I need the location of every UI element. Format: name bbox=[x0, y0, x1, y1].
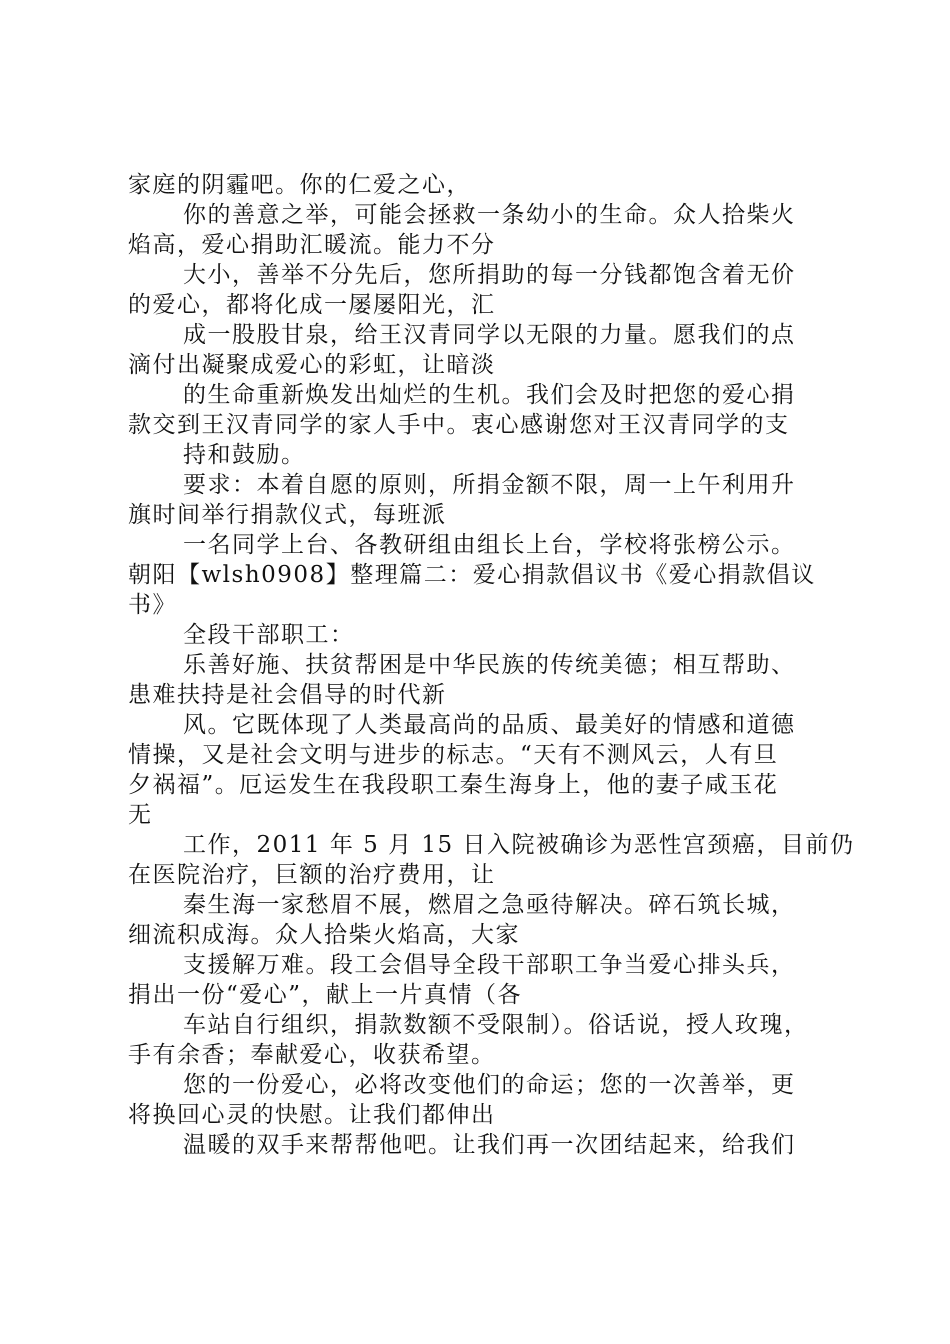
text-line: 款交到王汉青同学的家人手中。衷心感谢您对王汉青同学的支 bbox=[128, 412, 790, 438]
text-line: 家庭的阴霾吧。你的仁爱之心， bbox=[128, 172, 471, 198]
text-line: 朝阳【wlsh0908】整理篇二：爱心捐款倡议书《爱心捐款倡议 bbox=[128, 562, 816, 588]
text-line: 要求：本着自愿的原则，所捐金额不限，周一上午利用升 bbox=[183, 472, 796, 498]
text-line: 成一股股甘泉，给王汉青同学以无限的力量。愿我们的点 bbox=[183, 322, 796, 348]
text-line: 焰高，爱心捐助汇暖流。能力不分 bbox=[128, 232, 496, 258]
text-line: 情操，又是社会文明与进步的标志。“天有不测风云，人有旦 bbox=[128, 742, 779, 768]
text-line: 您的一份爱心，必将改变他们的命运；您的一次善举，更 bbox=[183, 1072, 796, 1098]
text-line: 患难扶持是社会倡导的时代新 bbox=[128, 682, 447, 708]
text-line: 在医院治疗，巨额的治疗费用，让 bbox=[128, 862, 496, 888]
text-line: 大小，善举不分先后，您所捐助的每一分钱都饱含着无价 bbox=[183, 262, 796, 288]
text-line: 乐善好施、扶贫帮困是中华民族的传统美德；相互帮助、 bbox=[183, 652, 796, 678]
text-line: 一名同学上台、各教研组由组长上台，学校将张榜公示。 bbox=[183, 532, 796, 558]
text-line: 你的善意之举，可能会拯救一条幼小的生命。众人拾柴火 bbox=[183, 202, 796, 228]
text-line: 手有余香；奉献爱心，收获希望。 bbox=[128, 1042, 496, 1068]
text-line: 捐出一份“爱心”，献上一片真情（各 bbox=[128, 982, 523, 1008]
text-line: 风。它既体现了人类最高尚的品质、最美好的情感和道德 bbox=[183, 712, 796, 738]
text-line: 持和鼓励。 bbox=[183, 442, 306, 468]
text-line: 温暖的双手来帮帮他吧。让我们再一次团结起来，给我们 bbox=[183, 1132, 796, 1158]
text-line: 无 bbox=[128, 802, 153, 828]
text-line: 车站自行组织，捐款数额不受限制）。俗话说，授人玫瑰， bbox=[183, 1012, 809, 1038]
text-line: 的生命重新焕发出灿烂的生机。我们会及时把您的爱心捐 bbox=[183, 382, 796, 408]
text-line: 夕祸福”。厄运发生在我段职工秦生海身上，他的妻子咸玉花 bbox=[128, 772, 779, 798]
text-line: 支援解万难。段工会倡导全段干部职工争当爱心排头兵， bbox=[183, 952, 796, 978]
text-line: 滴付出凝聚成爱心的彩虹，让暗淡 bbox=[128, 352, 496, 378]
text-line: 细流积成海。众人拾柴火焰高，大家 bbox=[128, 922, 520, 948]
text-line: 书》 bbox=[128, 592, 177, 618]
text-line: 全段干部职工： bbox=[183, 622, 355, 648]
text-line: 工作，2011 年 5 月 15 日入院被确诊为恶性宫颈癌，目前仍 bbox=[183, 832, 855, 858]
text-line: 旗时间举行捐款仪式，每班派 bbox=[128, 502, 447, 528]
document-body bbox=[128, 170, 855, 1160]
text-line: 将换回心灵的快慰。让我们都伸出 bbox=[128, 1102, 496, 1128]
text-line: 的爱心，都将化成一屡屡阳光，汇 bbox=[128, 292, 496, 318]
text-line: 秦生海一家愁眉不展，燃眉之急亟待解决。碎石筑长城， bbox=[183, 892, 796, 918]
